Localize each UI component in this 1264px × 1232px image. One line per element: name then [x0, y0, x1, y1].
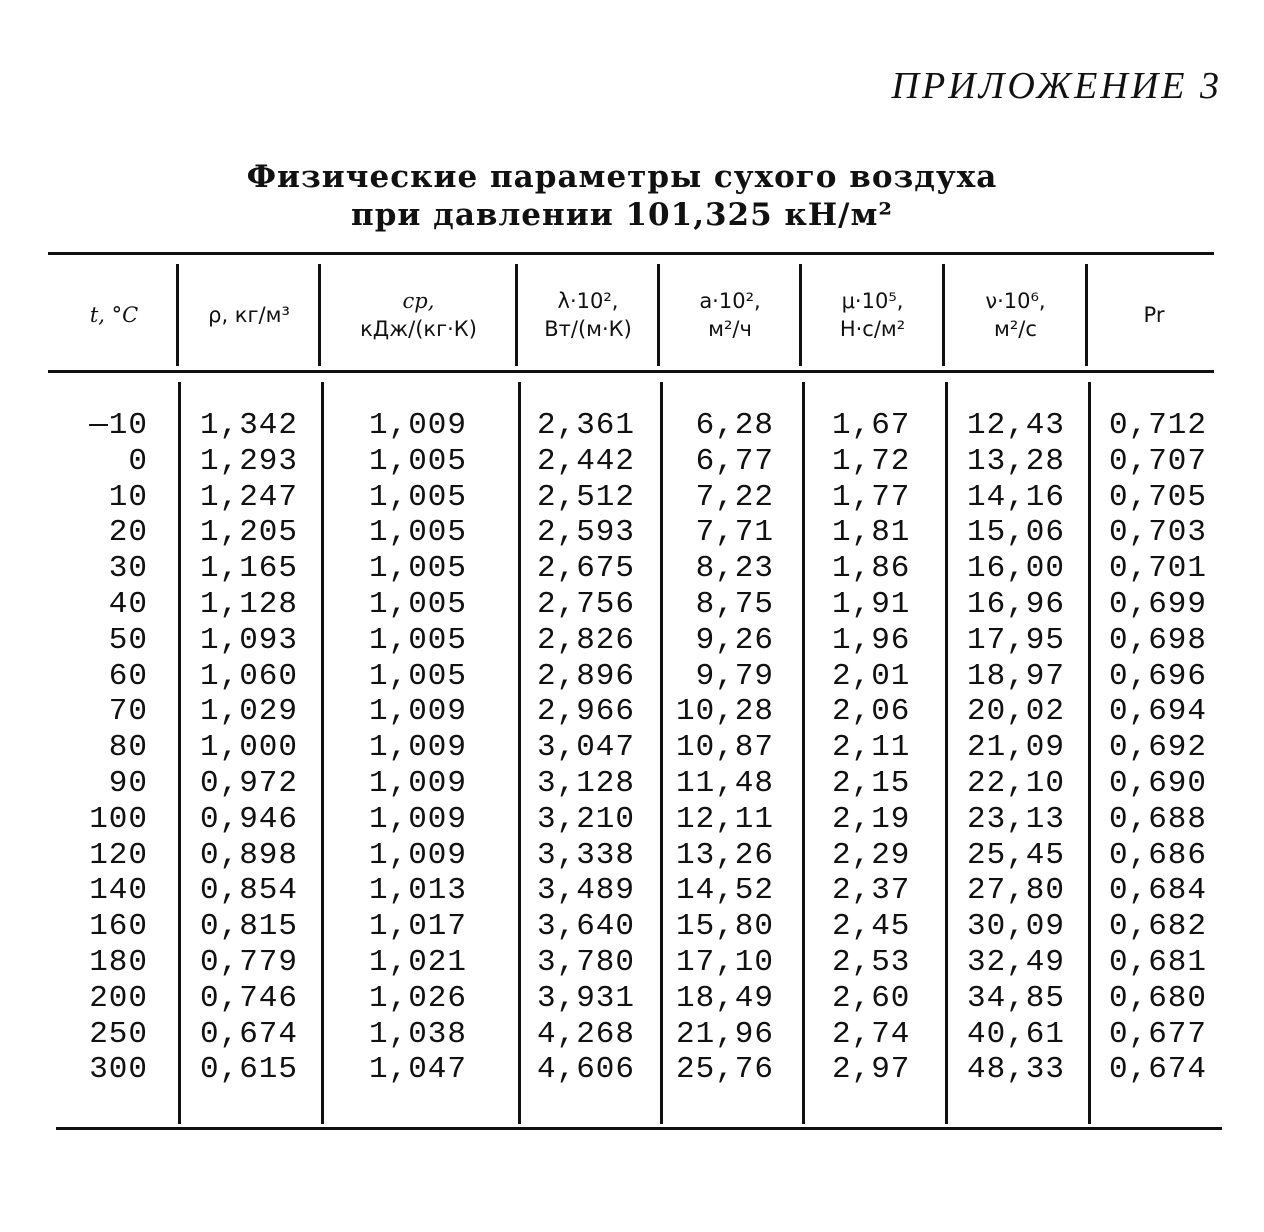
- table-cell-a: 17,10: [675, 944, 774, 980]
- body-divider: [802, 382, 805, 1124]
- table-cell-t: 10: [108, 479, 148, 515]
- table-cell-a: 6,77: [695, 443, 774, 479]
- table-cell-a: 14,52: [675, 873, 774, 909]
- table-cell-t: 100: [89, 801, 148, 837]
- table-cell-t: 40: [108, 586, 148, 622]
- header-rule: [48, 370, 1214, 373]
- table-cell-pr: 0,703: [1109, 515, 1208, 551]
- table-cell-mu: 2,97: [832, 1052, 911, 1088]
- table-cell-cp: 1,005: [369, 479, 468, 515]
- table-cell-rho: 0,779: [200, 944, 299, 980]
- table-cell-cp: 1,005: [369, 622, 468, 658]
- table-cell-rho: 1,093: [200, 622, 299, 658]
- table-cell-a: 7,71: [695, 515, 774, 551]
- table-cell-lambda: 3,780: [537, 944, 636, 980]
- table-cell-nu: 16,00: [967, 551, 1066, 587]
- bottom-rule: [56, 1127, 1222, 1130]
- table-cell-pr: 0,686: [1109, 837, 1208, 873]
- table-cell-cp: 1,038: [369, 1016, 468, 1052]
- table-cell-pr: 0,692: [1109, 730, 1208, 766]
- header-pr: Pr: [1143, 303, 1165, 327]
- table-cell-rho: 0,946: [200, 801, 299, 837]
- table-cell-rho: 1,029: [200, 694, 299, 730]
- header-nu: ν·10⁶, м²/с: [985, 289, 1046, 341]
- header-divider: [942, 264, 945, 366]
- table-cell-lambda: 3,128: [537, 765, 636, 801]
- table-cell-cp: 1,009: [369, 694, 468, 730]
- table-cell-cp: 1,009: [369, 730, 468, 766]
- table-cell-mu: 2,06: [832, 694, 911, 730]
- table-cell-mu: 2,19: [832, 801, 911, 837]
- table-cell-nu: 48,33: [967, 1052, 1066, 1088]
- table-cell-pr: 0,705: [1109, 479, 1208, 515]
- table-cell-nu: 14,16: [967, 479, 1066, 515]
- header-a: a·10², м²/ч: [699, 289, 761, 341]
- table-cell-mu: 2,53: [832, 944, 911, 980]
- table-cell-t: 200: [89, 980, 148, 1016]
- table-cell-lambda: 3,640: [537, 909, 636, 945]
- appendix-label: ПРИЛОЖЕНИЕ 3: [891, 65, 1222, 107]
- table-cell-pr: 0,681: [1109, 944, 1208, 980]
- table-cell-lambda: 2,512: [537, 479, 636, 515]
- column-a: [660, 408, 774, 1088]
- table-cell-pr: 0,677: [1109, 1016, 1208, 1052]
- table-cell-cp: 1,047: [369, 1052, 468, 1088]
- table-cell-cp: 1,009: [369, 837, 468, 873]
- column-pr: [1109, 408, 1207, 1088]
- table-cell-t: 80: [108, 730, 148, 766]
- table-cell-pr: 0,694: [1109, 694, 1208, 730]
- body-divider: [1088, 382, 1091, 1124]
- table-cell-cp: 1,005: [369, 586, 468, 622]
- header-divider: [318, 264, 321, 366]
- table-cell-a: 10,28: [675, 694, 774, 730]
- table-cell-rho: 0,898: [200, 837, 299, 873]
- header-lambda: λ·10², Вт/(м·К): [544, 289, 632, 341]
- table-cell-rho: 1,342: [200, 408, 299, 443]
- table-cell-rho: 1,205: [200, 515, 299, 551]
- table-cell-rho: 1,165: [200, 551, 299, 587]
- table-cell-nu: 34,85: [967, 980, 1066, 1016]
- table-cell-a: 9,79: [695, 658, 774, 694]
- header-t: t, °C: [89, 303, 139, 327]
- table-cell-t: 90: [108, 765, 148, 801]
- table-cell-t: 70: [108, 694, 148, 730]
- body-divider: [518, 382, 521, 1124]
- table-cell-pr: 0,699: [1109, 586, 1208, 622]
- column-mu: [832, 408, 910, 1088]
- table-cell-lambda: 3,489: [537, 873, 636, 909]
- header-divider: [799, 264, 802, 366]
- table-cell-rho: 1,247: [200, 479, 299, 515]
- table-cell-t: 20: [108, 515, 148, 551]
- table-cell-pr: 0,690: [1109, 765, 1208, 801]
- table-cell-a: 12,11: [675, 801, 774, 837]
- table-cell-pr: 0,688: [1109, 801, 1208, 837]
- table-cell-t: 30: [108, 551, 148, 587]
- top-rule: [48, 252, 1214, 255]
- table-cell-nu: 12,43: [967, 408, 1066, 443]
- table-cell-a: 11,48: [675, 765, 774, 801]
- table-cell-lambda: 2,361: [537, 408, 636, 443]
- table-cell-cp: 1,017: [369, 909, 468, 945]
- table-cell-a: 8,75: [695, 586, 774, 622]
- table-cell-mu: 1,86: [832, 551, 911, 587]
- table-cell-cp: 1,009: [369, 765, 468, 801]
- table-cell-a: 13,26: [675, 837, 774, 873]
- table-cell-mu: 2,11: [832, 730, 911, 766]
- table-cell-mu: 1,67: [832, 408, 911, 443]
- table-cell-nu: 27,80: [967, 873, 1066, 909]
- table-cell-rho: 0,615: [200, 1052, 299, 1088]
- table-cell-pr: 0,674: [1109, 1052, 1208, 1088]
- body-divider: [945, 382, 948, 1124]
- header-divider: [657, 264, 660, 366]
- header-divider: [1085, 264, 1088, 366]
- table-cell-rho: 1,060: [200, 658, 299, 694]
- table-cell-lambda: 4,268: [537, 1016, 636, 1052]
- table-cell-a: 8,23: [695, 551, 774, 587]
- table-cell-mu: 2,01: [832, 658, 911, 694]
- table-cell-a: 18,49: [675, 980, 774, 1016]
- table-cell-nu: 13,28: [967, 443, 1066, 479]
- table-cell-rho: 1,000: [200, 730, 299, 766]
- table-cell-lambda: 2,826: [537, 622, 636, 658]
- header-divider: [176, 264, 179, 366]
- table-cell-a: 10,87: [675, 730, 774, 766]
- table-cell-a: 25,76: [675, 1052, 774, 1088]
- table-cell-lambda: 2,442: [537, 443, 636, 479]
- table-cell-lambda: 3,338: [537, 837, 636, 873]
- table-cell-t: 180: [89, 944, 148, 980]
- table-cell-mu: 2,74: [832, 1016, 911, 1052]
- column-rho: [200, 408, 298, 1088]
- table-cell-nu: 16,96: [967, 586, 1066, 622]
- table-cell-cp: 1,005: [369, 658, 468, 694]
- table-cell-pr: 0,680: [1109, 980, 1208, 1016]
- table-cell-pr: 0,701: [1109, 551, 1208, 587]
- table-cell-pr: 0,696: [1109, 658, 1208, 694]
- table-cell-nu: 40,61: [967, 1016, 1066, 1052]
- table-cell-cp: 1,005: [369, 551, 468, 587]
- table-cell-rho: 1,128: [200, 586, 299, 622]
- table-cell-pr: 0,712: [1109, 408, 1208, 443]
- table-cell-cp: 1,013: [369, 873, 468, 909]
- header-rho: ρ, кг/м³: [208, 303, 290, 327]
- table-cell-lambda: 2,675: [537, 551, 636, 587]
- table-cell-rho: 0,854: [200, 873, 299, 909]
- table-cell-lambda: 2,593: [537, 515, 636, 551]
- table-cell-mu: 2,45: [832, 909, 911, 945]
- table-cell-t: 0: [128, 443, 148, 479]
- table-cell-a: 7,22: [695, 479, 774, 515]
- column-lambda: [537, 408, 635, 1088]
- column-cp: [369, 408, 467, 1088]
- header-mu: μ·10⁵, Н·с/м²: [839, 289, 906, 341]
- table-cell-rho: 0,972: [200, 765, 299, 801]
- title-line-1: Физические параметры сухого воздуха: [246, 159, 998, 195]
- table-cell-t: 250: [89, 1016, 148, 1052]
- table-cell-cp: 1,005: [369, 443, 468, 479]
- table-cell-t: 140: [89, 873, 148, 909]
- table-cell-lambda: 3,210: [537, 801, 636, 837]
- table-cell-nu: 25,45: [967, 837, 1066, 873]
- title-line-2: при давлении 101,325 кН/м²: [351, 197, 893, 233]
- table-cell-nu: 18,97: [967, 658, 1066, 694]
- table-cell-mu: 1,96: [832, 622, 911, 658]
- table-cell-pr: 0,682: [1109, 909, 1208, 945]
- table-cell-cp: 1,026: [369, 980, 468, 1016]
- table-cell-nu: 22,10: [967, 765, 1066, 801]
- table-cell-t: 160: [89, 909, 148, 945]
- table-cell-t: 60: [108, 658, 148, 694]
- table-cell-lambda: 4,606: [537, 1052, 636, 1088]
- table-cell-nu: 15,06: [967, 515, 1066, 551]
- body-divider: [321, 382, 324, 1124]
- table-cell-mu: 1,91: [832, 586, 911, 622]
- header-divider: [515, 264, 518, 366]
- table-cell-lambda: 3,931: [537, 980, 636, 1016]
- table-cell-pr: 0,698: [1109, 622, 1208, 658]
- table-cell-t: 300: [89, 1052, 148, 1088]
- table-cell-pr: 0,684: [1109, 873, 1208, 909]
- table-cell-rho: 1,293: [200, 443, 299, 479]
- table-cell-t: 50: [108, 622, 148, 658]
- table-cell-lambda: 2,966: [537, 694, 636, 730]
- table-cell-lambda: 2,896: [537, 658, 636, 694]
- body-divider: [178, 382, 181, 1124]
- table-cell-lambda: 2,756: [537, 586, 636, 622]
- table-cell-cp: 1,021: [369, 944, 468, 980]
- table-cell-mu: 1,81: [832, 515, 911, 551]
- table-cell-a: 9,26: [695, 622, 774, 658]
- table-cell-mu: 2,29: [832, 837, 911, 873]
- table-title: [0, 158, 1264, 234]
- table-cell-t: 120: [89, 837, 148, 873]
- table-cell-mu: 2,37: [832, 873, 911, 909]
- table-cell-rho: 0,746: [200, 980, 299, 1016]
- table-cell-nu: 23,13: [967, 801, 1066, 837]
- table-cell-cp: 1,009: [369, 801, 468, 837]
- table-cell-t: —10: [89, 408, 148, 443]
- table-cell-nu: 30,09: [967, 909, 1066, 945]
- table-cell-rho: 0,815: [200, 909, 299, 945]
- table-cell-nu: 32,49: [967, 944, 1066, 980]
- table-cell-nu: 21,09: [967, 730, 1066, 766]
- table-cell-nu: 17,95: [967, 622, 1066, 658]
- column-t: [60, 408, 148, 1088]
- table-cell-mu: 1,77: [832, 479, 911, 515]
- header-cp: cp, кДж/(кг·К): [360, 289, 477, 341]
- table-cell-a: 21,96: [675, 1016, 774, 1052]
- table-cell-pr: 0,707: [1109, 443, 1208, 479]
- table-cell-a: 6,28: [695, 408, 774, 443]
- table-cell-mu: 2,60: [832, 980, 911, 1016]
- table-cell-mu: 2,15: [832, 765, 911, 801]
- table-cell-a: 15,80: [675, 909, 774, 945]
- table-cell-nu: 20,02: [967, 694, 1066, 730]
- table-cell-rho: 0,674: [200, 1016, 299, 1052]
- table-cell-cp: 1,009: [369, 408, 468, 443]
- column-nu: [967, 408, 1065, 1088]
- table-cell-lambda: 3,047: [537, 730, 636, 766]
- table-cell-mu: 1,72: [832, 443, 911, 479]
- table-cell-cp: 1,005: [369, 515, 468, 551]
